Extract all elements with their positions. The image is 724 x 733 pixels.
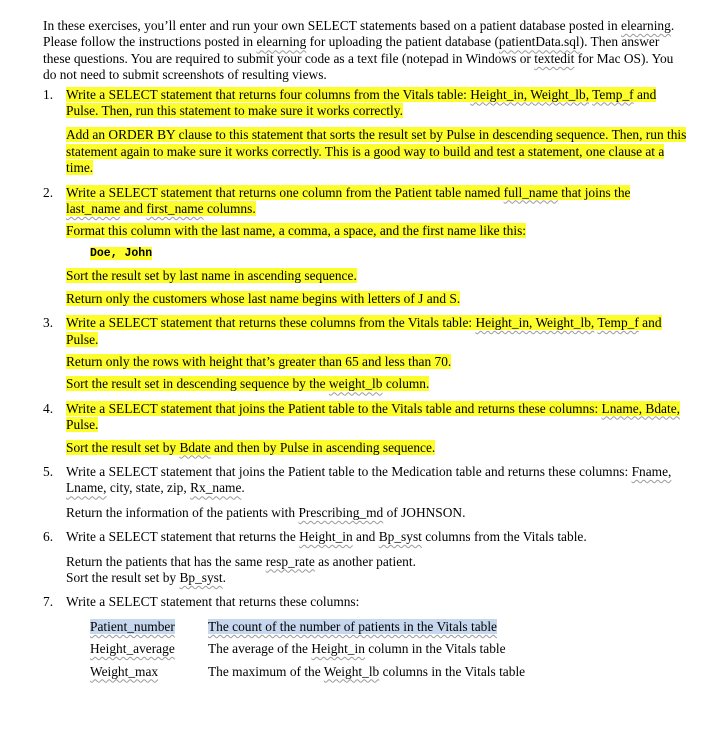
item-3-filter: Return only the rows with height that’s greater than 65 and less than 70. (66, 353, 452, 369)
table-row: Patient_number The count of the number of patients in the Vitals table (90, 618, 498, 634)
table-row: Weight_max The maximum of the Weight_lb columns in the Vitals table (90, 663, 526, 679)
item-2-format: Format this column with the last name, a comma, a space, and the first name like this: (66, 223, 527, 239)
item-3-sort: Sort the result set in descending sequence by the weight_lb column. (66, 376, 430, 392)
item-7-instruction: Write a SELECT statement that returns these columns: (66, 594, 360, 610)
list-number: 5. (43, 463, 54, 479)
list-number: 2. (43, 184, 54, 200)
item-2-filter: Return only the customers whose last name begins with letters of J and S. (66, 290, 461, 306)
list-item-6 (43, 529, 688, 586)
list-item-2 (43, 185, 688, 240)
item-6-instruction: Write a SELECT statement that returns the Height_in and Bp_syst columns from the Vitals table. (66, 529, 587, 545)
item-6-filter: Return the patients that has the same resp_rate as another patient. (66, 553, 416, 569)
list-item-4 (43, 401, 688, 456)
columns-table (90, 616, 525, 683)
intro-paragraph: In these exercises, you’ll enter and run your own SELECT statements based on a patient database posted in elearning. Please follow the instructions posted in elearning for uploading the patient database (patientData.sql). Then answer these questions. You are required to submit your code as a text file (notepad in Windows or textedit for Mac OS). You do not need to submit screenshots of resulting views. (43, 18, 675, 83)
item-2-sort: Sort the result set by last name in ascending sequence. (66, 268, 357, 284)
table-row: Height_average The average of the Height_in column in the Vitals table (90, 641, 506, 657)
item-5-instruction: Write a SELECT statement that joins the Patient table to the Medication table and returns these columns: Fname, Lname, city, state, zip, Rx_name. (66, 463, 672, 496)
item-3-instruction: Write a SELECT statement that returns these columns from the Vitals table: Height_in, Weight_lb, Temp_f and Pulse. (66, 315, 662, 347)
item-1-instruction: Write a SELECT statement that returns four columns from the Vitals table: Height_in, Weight_lb, Temp_f and Pulse. Then, run this statement to make sure it works correctly. (66, 86, 657, 119)
list-number: 3. (43, 315, 54, 331)
document-page (43, 18, 688, 683)
item-4-sort: Sort the result set by Bdate and then by Pulse in ascending sequence. (66, 439, 436, 455)
list-number: 7. (43, 594, 54, 610)
code-example: Doe, John (90, 246, 153, 260)
list-number: 1. (43, 86, 54, 102)
item-2-instruction: Write a SELECT statement that returns one column from the Patient table named full_name that joins the last_name and first_name columns. (66, 184, 631, 217)
list-item-3 (43, 315, 688, 393)
item-1-order-by: Add an ORDER BY clause to this statement that sorts the result set by Pulse in descending sequence. Then, run this statement again to make sure it works correctly. This is a good way to build and test a statement, one clause at a time. (66, 127, 687, 176)
item-5-filter: Return the information of the patients with Prescribing_md of JOHNSON. (66, 504, 466, 520)
list-item-1 (43, 87, 688, 177)
item-4-instruction: Write a SELECT statement that joins the Patient table to the Vitals table and returns these columns: Lname, Bdate, Pulse. (66, 400, 680, 433)
item-6-sort: Sort the result set by Bp_syst. (66, 569, 226, 585)
list-number: 6. (43, 529, 54, 545)
list-number: 4. (43, 400, 54, 416)
list-item-5 (43, 464, 688, 521)
list-item-7 (43, 594, 688, 610)
